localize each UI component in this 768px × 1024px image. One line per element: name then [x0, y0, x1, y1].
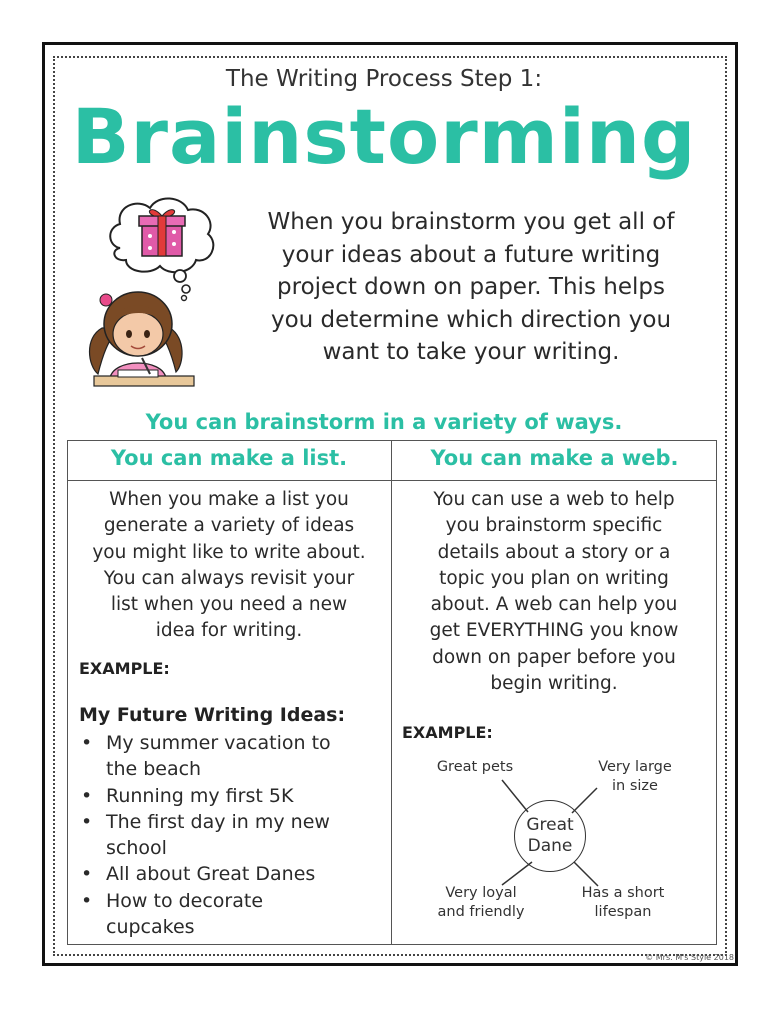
- list-item: [79, 809, 379, 862]
- list-item-line: cupcakes: [106, 916, 195, 939]
- list-description-line: When you make a list you: [109, 489, 349, 510]
- web-node-line: Great pets: [436, 759, 514, 775]
- list-item-line: • My summer vacation to: [106, 732, 331, 754]
- page-title: Brainstorming: [71, 92, 697, 181]
- intro-line: project down on paper. This helps: [277, 274, 665, 300]
- list-item: [79, 888, 379, 941]
- illustration: [80, 188, 230, 398]
- list-description-line: generate a variety of ideas: [103, 515, 355, 537]
- web-node-bottom-right: [568, 884, 678, 922]
- ideas-title: My Future Writing Ideas:: [79, 704, 346, 726]
- web-node-bottom-left: [426, 884, 536, 922]
- girl-writing-icon: [90, 292, 195, 386]
- intro-line: want to take your writing.: [322, 339, 620, 365]
- intro-line: When you brainstorm you get all of: [267, 209, 675, 235]
- list-item-line: • Running my first 5K: [106, 784, 294, 807]
- list-description-line: you might like to write about.: [92, 541, 366, 563]
- web-node-line: Has a short: [581, 885, 665, 901]
- list-description-line: idea for writing.: [155, 620, 303, 642]
- list-description-line: list when you need a new: [110, 594, 348, 616]
- web-column-heading: You can make a web.: [430, 446, 679, 470]
- list-item-line: • The first day in my new: [106, 810, 330, 833]
- web-description-line: you brainstorm specific: [445, 515, 663, 537]
- copyright-notice: © Mrs. M's Style 2018: [645, 953, 734, 962]
- list-item-line: school: [106, 837, 167, 860]
- web-description-line: about. A web can help you: [430, 594, 678, 616]
- web-description-line: topic you plan on writing: [439, 567, 669, 589]
- intro-paragraph: [236, 206, 706, 369]
- web-description: [395, 487, 713, 697]
- list-item: [79, 783, 379, 809]
- header-divider: [67, 480, 717, 481]
- web-center-line: Great: [526, 815, 574, 835]
- web-node-line: lifespan: [594, 904, 652, 920]
- web-description-line: You can use a web to help: [433, 489, 675, 510]
- web-node-line: Very loyal: [445, 885, 517, 901]
- web-example-label: EXAMPLE:: [402, 723, 493, 742]
- intro-line: your ideas about a future writing: [281, 241, 661, 268]
- web-node-line: in size: [612, 778, 658, 794]
- list-item: [79, 861, 379, 887]
- web-connector: [502, 862, 532, 885]
- web-description-line: begin writing.: [490, 673, 618, 695]
- list-item-line: the beach: [106, 758, 202, 781]
- gift-box-icon: [139, 210, 185, 256]
- web-description-line: get EVERYTHING you know: [429, 620, 679, 642]
- list-description: [70, 487, 388, 645]
- web-description-line: details about a story or a: [437, 541, 671, 563]
- ways-heading: You can brainstorm in a variety of ways.: [145, 410, 623, 434]
- list-example-label: EXAMPLE:: [79, 659, 170, 678]
- web-node-top-right: [580, 758, 690, 796]
- intro-line: you determine which direction you: [270, 306, 672, 333]
- list-item-line: • How to decorate: [106, 889, 264, 912]
- web-node-top-left: [420, 758, 530, 777]
- web-connector: [502, 780, 528, 812]
- list-description-line: You can always revisit your: [103, 567, 355, 589]
- list-item-line: • All about Great Danes: [106, 863, 316, 886]
- list-column-heading: You can make a list.: [110, 446, 348, 470]
- web-node-line: and friendly: [437, 904, 525, 920]
- web-description-line: down on paper before you: [432, 646, 676, 668]
- page-subtitle: The Writing Process Step 1:: [225, 66, 543, 92]
- list-item: [79, 730, 379, 783]
- web-center-node: [514, 800, 586, 872]
- ideas-list: [79, 730, 379, 940]
- web-center-line: Dane: [527, 836, 573, 856]
- web-node-line: Very large: [598, 759, 672, 775]
- web-connector: [574, 862, 598, 886]
